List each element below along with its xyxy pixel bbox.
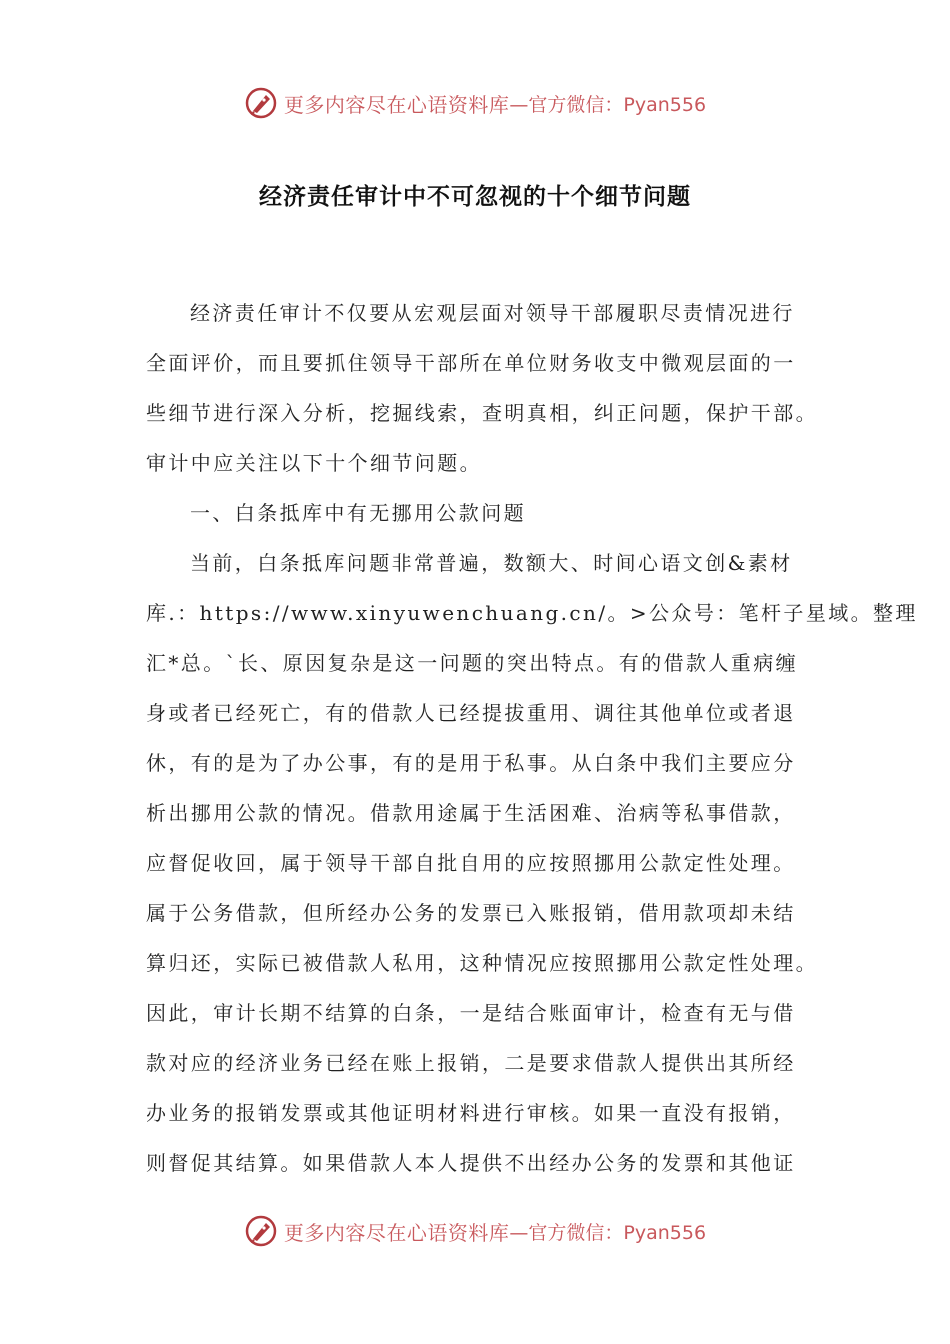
pen-nib-logo-icon bbox=[244, 86, 278, 120]
body-line: 算归还，实际已被借款人私用，这种情况应按照挪用公款定性处理。 bbox=[146, 951, 818, 975]
body-line: 经济责任审计不仅要从宏观层面对领导干部履职尽责情况进行 bbox=[190, 301, 795, 325]
body-line: 因此，审计长期不结算的白条，一是结合账面审计，检查有无与借 bbox=[146, 1001, 796, 1025]
body-line: 全面评价，而且要抓住领导干部所在单位财务收支中微观层面的一 bbox=[146, 351, 796, 375]
body-line: 审计中应关注以下十个细节问题。 bbox=[146, 451, 482, 475]
pen-nib-logo-icon bbox=[244, 1214, 278, 1248]
body-line: 休，有的是为了办公事，有的是用于私事。从白条中我们主要应分 bbox=[146, 751, 796, 775]
watermark-brand-text: 更多内容尽在心语资料库 bbox=[283, 1220, 510, 1245]
body-line: 当前，白条抵库问题非常普遍，数额大、时间心语文创&素材 bbox=[190, 551, 793, 575]
section-heading: 一、白条抵库中有无挪用公款问题 bbox=[190, 501, 526, 525]
footer-watermark-banner bbox=[0, 1206, 950, 1256]
watermark-brand-text: 更多内容尽在心语资料库 bbox=[283, 92, 510, 117]
document-body bbox=[146, 288, 918, 1188]
body-line: 款对应的经济业务已经在账上报销，二是要求借款人提供出其所经 bbox=[146, 1051, 796, 1075]
body-line: 应督促收回，属于领导干部自批自用的应按照挪用公款定性处理。 bbox=[146, 851, 796, 875]
body-line: 析出挪用公款的情况。借款用途属于生活困难、治病等私事借款， bbox=[146, 801, 796, 825]
body-line: 办业务的报销发票或其他证明材料进行审核。如果一直没有报销， bbox=[146, 1101, 796, 1125]
watermark-contact-text: —官方微信：Pyan556 bbox=[509, 93, 707, 116]
body-line: 库.：https://www.xinyuwenchuang.cn/。>公众号：笔杆子星域。整理 bbox=[146, 601, 918, 625]
body-line: 则督促其结算。如果借款人本人提供不出经办公务的发票和其他证 bbox=[146, 1151, 796, 1175]
document-title: 经济责任审计中不可忽视的十个细节问题 bbox=[259, 184, 691, 210]
body-line: 汇*总。`长、原因复杂是这一问题的突出特点。有的借款人重病缠 bbox=[146, 651, 798, 675]
body-line: 身或者已经死亡，有的借款人已经提拔重用、调往其他单位或者退 bbox=[146, 701, 796, 725]
watermark-contact-text: —官方微信：Pyan556 bbox=[509, 1221, 707, 1244]
body-line: 些细节进行深入分析，挖掘线索，查明真相，纠正问题，保护干部。 bbox=[146, 401, 818, 425]
header-watermark-banner bbox=[0, 78, 950, 128]
body-line: 属于公务借款，但所经办公务的发票已入账报销，借用款项却未结 bbox=[146, 901, 796, 925]
